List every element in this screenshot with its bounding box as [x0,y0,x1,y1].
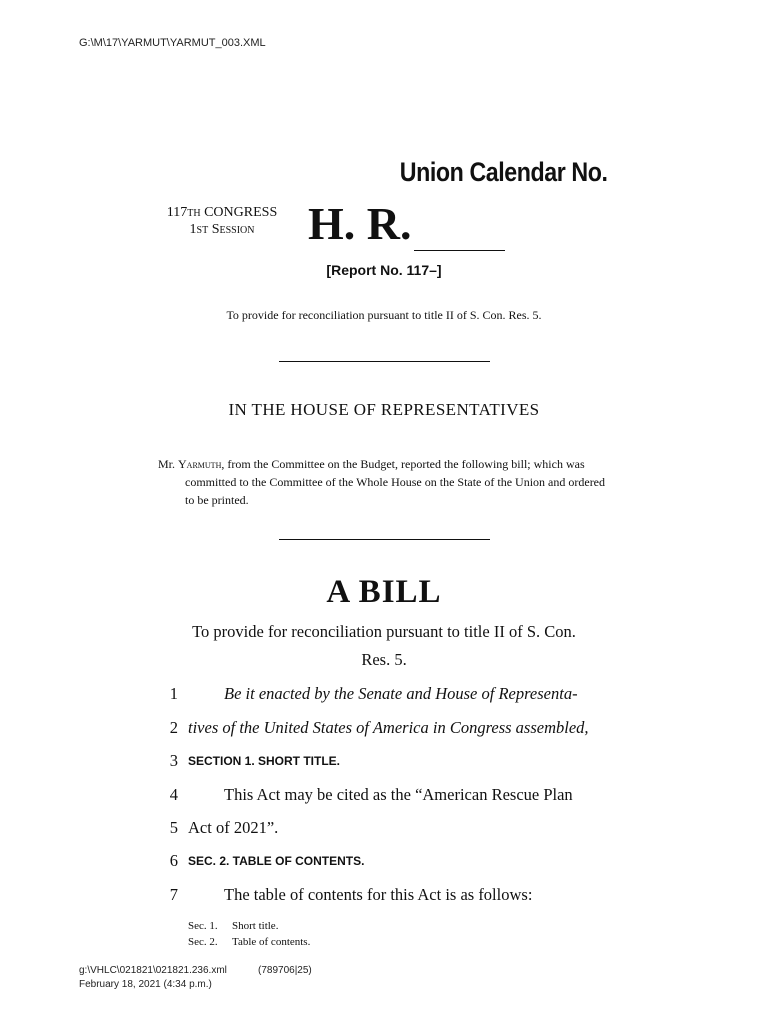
footer [79,964,312,992]
line-number: 6 [169,851,178,870]
bill-number-blank [414,250,505,251]
section-1-heading: SECTION 1. SHORT TITLE. [188,754,341,768]
session-word: Session [211,222,255,237]
divider-top [279,361,490,362]
bill-line [160,751,620,771]
congress-line [158,205,286,222]
footer-code: (789706|25) [258,965,312,976]
session-number: 1 [189,222,197,237]
report-number: [Report No. 117–] [326,262,442,278]
bill-line [160,851,620,871]
enacting-clause-2: tives of the United States of America in Congress assembled, [188,718,589,737]
divider-bottom [279,539,490,540]
bill-line [160,818,620,838]
congress-session-block [158,205,286,239]
footer-file: g:\VHLC\021821\021821.236.xml [79,965,227,976]
line-number: 7 [169,885,178,904]
line-number: 1 [169,684,178,703]
line-number: 5 [169,818,178,837]
file-path: G:\M\17\YARMUT\YARMUT_003.XML [79,37,266,49]
section-2-heading: SEC. 2. TABLE OF CONTENTS. [188,854,365,868]
toc-section-number: Sec. 2. [188,936,218,948]
purpose-long-line-2: Res. 5. [361,650,407,669]
line-number: 3 [169,751,178,770]
toc-section-title: Table of contents. [232,936,311,948]
bill-line [160,684,620,704]
house-heading: IN THE HOUSE OF REPRESENTATIVES [228,400,540,419]
congress-number-suffix: TH [187,208,201,219]
toc-section-title: Short title. [232,920,279,932]
bill-line [160,785,620,805]
purpose-long-line-1: To provide for reconciliation pursuant to title II of S. Con. [192,622,576,641]
line-number: 4 [169,785,178,804]
congress-word: CONGRESS [204,205,278,220]
sponsor-statement [158,455,612,509]
bill-line [160,718,620,738]
toc-entry [188,918,310,934]
session-number-suffix: ST [196,225,209,236]
enacting-clause-1: Be it enacted by the Senate and House of Representa- [224,684,578,703]
toc-intro: The table of contents for this Act is as follows: [224,885,533,904]
bill-line [160,885,620,905]
sponsor-title: Mr. [158,457,176,471]
a-bill-heading: A BILL [326,574,442,610]
short-title-text-2: Act of 2021”. [188,818,279,837]
session-line [158,222,286,239]
bill-label: H. R. [308,198,412,249]
sponsor-name: Yarmuth [178,457,222,471]
toc-section-number: Sec. 1. [188,920,218,932]
sponsor-text: , from the Committee on the Budget, reported the following bill; which was committed to the Committee of the Whole House on the State of the Union and ordered to be printed. [185,457,606,507]
purpose-short: To provide for reconciliation pursuant to title II of S. Con. Res. 5. [226,308,542,322]
purpose-long [160,618,608,674]
toc-entry [188,934,310,950]
footer-date: February 18, 2021 (4:34 p.m.) [79,979,212,990]
short-title-text-1: This Act may be cited as the “American Rescue Plan [224,785,573,804]
congress-number: 117 [166,205,188,220]
table-of-contents [188,918,310,950]
line-number: 2 [169,718,178,737]
union-calendar-label: Union Calendar No. [400,157,608,187]
